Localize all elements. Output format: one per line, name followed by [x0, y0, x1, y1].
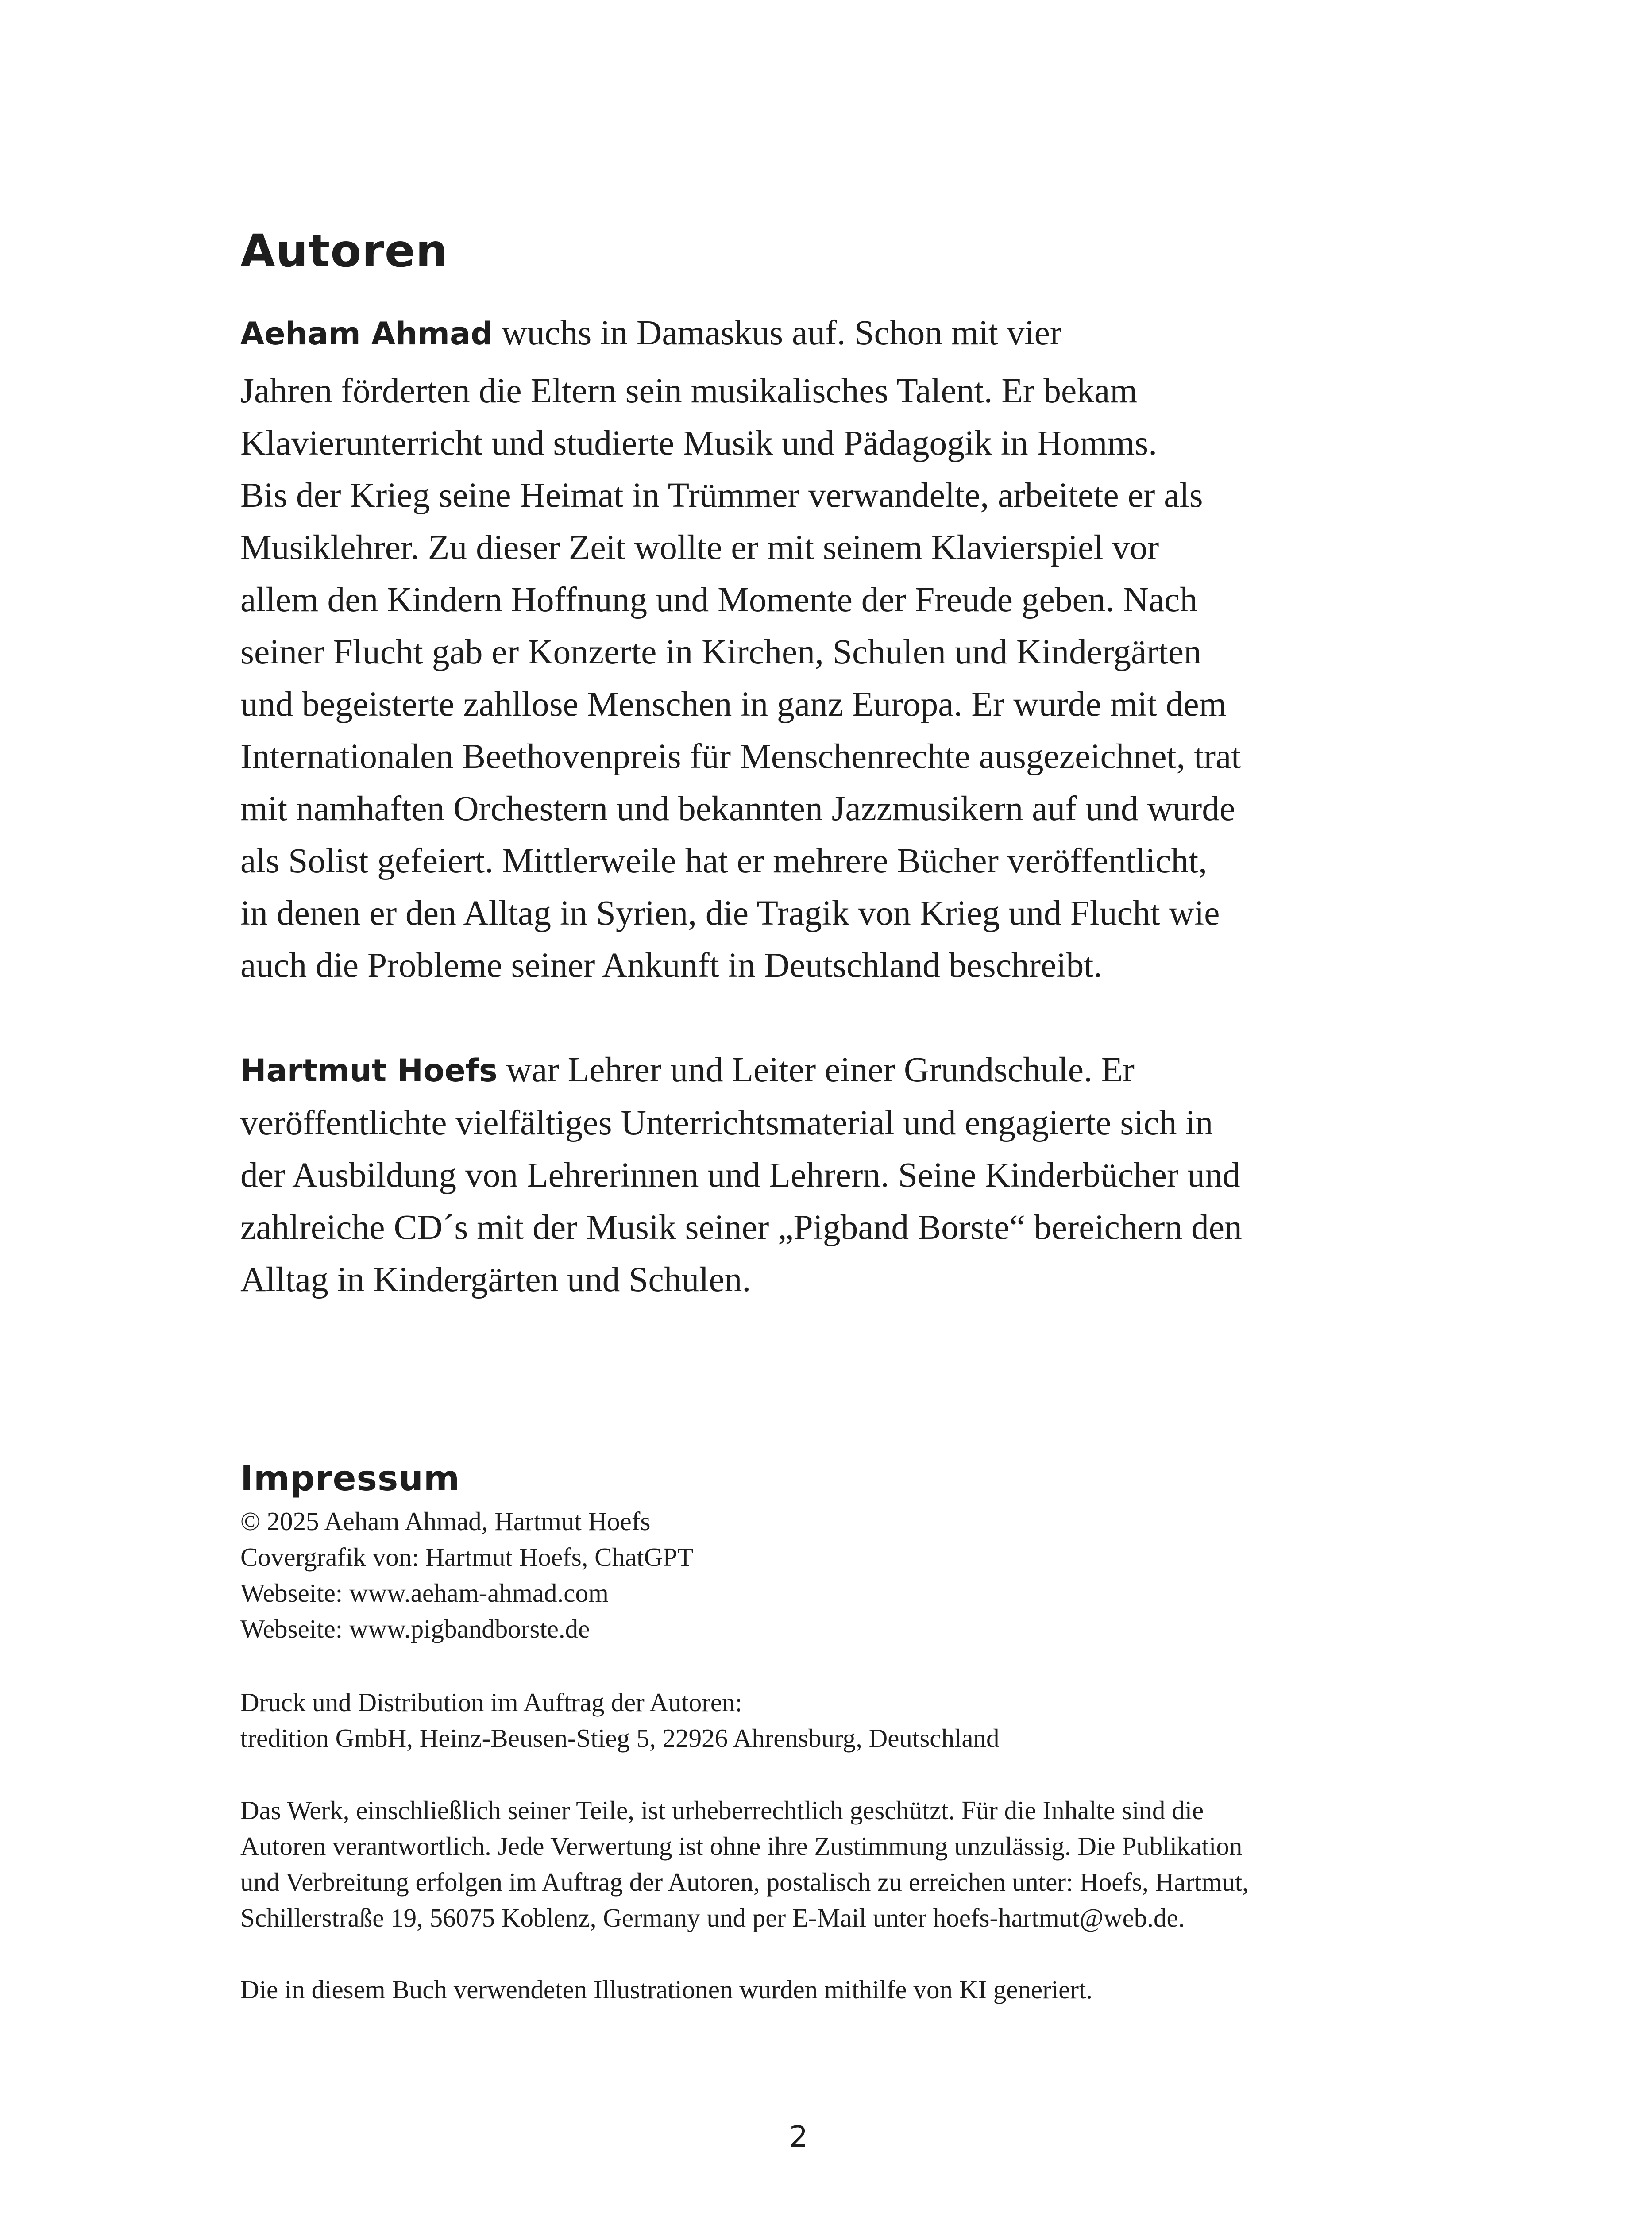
page-number: 2 — [789, 2120, 808, 2154]
author-bio-aeham-ahmad — [240, 302, 1613, 991]
impressum-credits — [240, 1504, 1613, 1647]
bio-line: zahlreiche CD´s mit der Musik seiner „Pigband Borste“ bereichern den — [240, 1208, 1242, 1247]
impressum-line: Webseite: www.pigbandborste.de — [240, 1614, 590, 1643]
impressum-line: Autoren verantwortlich. Jede Verwertung ist ohne ihre Zustimmung unzulässig. Die Publikation — [240, 1831, 1243, 1861]
impressum-ai-note — [240, 1972, 1613, 2008]
bio-line: und begeisterte zahllose Menschen in ganz Europa. Er wurde mit dem — [240, 685, 1227, 724]
impressum-distribution — [240, 1685, 1613, 1756]
bio-line: Internationalen Beethovenpreis für Menschenrechte ausgezeichnet, trat — [240, 737, 1241, 776]
impressum-copyright — [240, 1793, 1613, 1936]
impressum-line: und Verbreitung erfolgen im Auftrag der Autoren, postalisch zu erreichen unter: Hoefs, Hartmut, — [240, 1867, 1249, 1897]
author-name: Hartmut Hoefs — [240, 1053, 498, 1089]
impressum-line: © 2025 Aeham Ahmad, Hartmut Hoefs — [240, 1507, 651, 1536]
impressum-line: Schillerstraße 19, 56075 Koblenz, Germany und per E-Mail unter hoefs-hartmut@web.de. — [240, 1903, 1185, 1932]
impressum-line: tredition GmbH, Heinz-Beusen-Stieg 5, 22926 Ahrensburg, Deutschland — [240, 1723, 1000, 1753]
impressum-heading: Impressum — [240, 1459, 460, 1499]
bio-line: Bis der Krieg seine Heimat in Trümmer verwandelte, arbeitete er als — [240, 476, 1203, 515]
bio-line: in denen er den Alltag in Syrien, die Tragik von Krieg und Flucht wie — [240, 894, 1220, 933]
bio-text: wuchs in Damaskus auf. Schon mit vier — [493, 313, 1062, 352]
authors-heading: Autoren — [240, 225, 448, 278]
bio-line: allem den Kindern Hoffnung und Momente der Freude geben. Nach — [240, 580, 1198, 619]
bio-line — [240, 1044, 1613, 1097]
bio-line: auch die Probleme seiner Ankunft in Deutschland beschreibt. — [240, 946, 1103, 985]
impressum-line: Webseite: www.aeham-ahmad.com — [240, 1578, 609, 1608]
bio-line: der Ausbildung von Lehrerinnen und Lehrern. Seine Kinderbücher und — [240, 1156, 1240, 1195]
bio-line: Musiklehrer. Zu dieser Zeit wollte er mit seinem Klavierspiel vor — [240, 528, 1159, 567]
bio-line: Jahren förderten die Eltern sein musikalisches Talent. Er bekam — [240, 371, 1138, 410]
bio-line: Alltag in Kindergärten und Schulen. — [240, 1260, 751, 1299]
bio-line: als Solist gefeiert. Mittlerweile hat er mehrere Bücher veröffentlicht, — [240, 841, 1207, 880]
impressum-line: Das Werk, einschließlich seiner Teile, ist urheberrechtlich geschützt. Für die Inhalte sind die — [240, 1796, 1204, 1825]
bio-line: mit namhaften Orchestern und bekannten Jazzmusikern auf und wurde — [240, 789, 1235, 828]
impressum-line: Druck und Distribution im Auftrag der Autoren: — [240, 1688, 742, 1717]
author-bio-hartmut-hoefs — [240, 1044, 1613, 1306]
author-name: Aeham Ahmad — [240, 316, 493, 352]
impressum-line: Die in diesem Buch verwendeten Illustrationen wurden mithilfe von KI generiert. — [240, 1975, 1093, 2004]
bio-line: Klavierunterricht und studierte Musik und Pädagogik in Homms. — [240, 424, 1158, 463]
impressum-line: Covergrafik von: Hartmut Hoefs, ChatGPT — [240, 1542, 694, 1572]
bio-text: war Lehrer und Leiter einer Grundschule. Er — [497, 1050, 1135, 1089]
bio-line — [240, 302, 1613, 365]
bio-line: seiner Flucht gab er Konzerte in Kirchen, Schulen und Kindergärten — [240, 632, 1201, 671]
bio-line: veröffentlichte vielfältiges Unterrichtsmaterial und engagierte sich in — [240, 1103, 1213, 1142]
